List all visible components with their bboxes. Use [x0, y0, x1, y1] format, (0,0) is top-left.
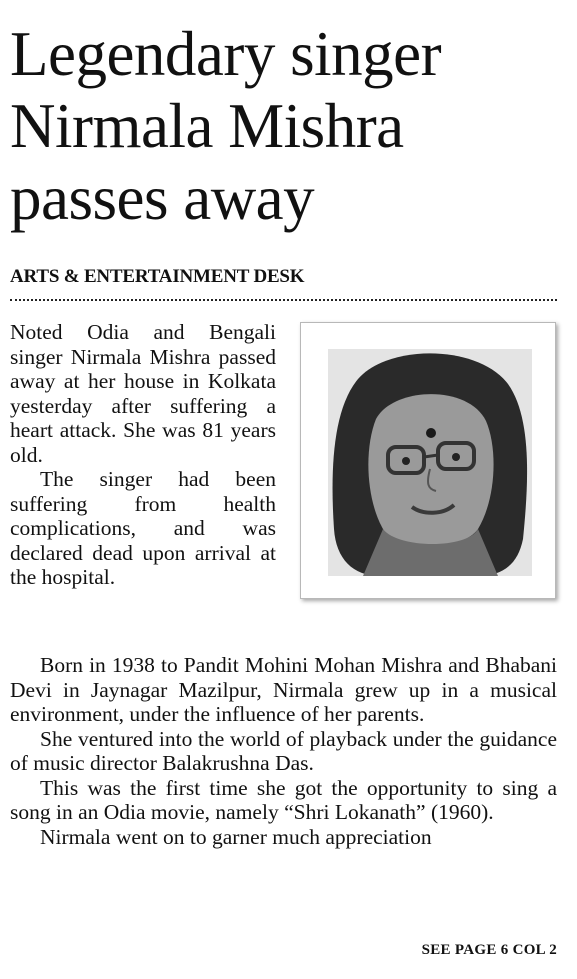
article-body-wide — [10, 653, 557, 849]
desk-byline: ARTS & ENTERTAINMENT DESK — [10, 266, 305, 287]
article-headline — [10, 18, 570, 234]
article-paragraph-1: Noted Odia and Bengali singer Nirmala Mishra passed away at her house in Kolkata yesterday after suffering a heart attack. She was 81 years old. — [10, 320, 276, 467]
portrait-photo-frame — [300, 322, 556, 599]
portrait-photo-icon — [328, 349, 532, 576]
article-paragraph-2: The singer had been suffering from health complications, and was declared dead upon arrival at the hospital. — [10, 467, 276, 589]
headline-line-2: Nirmala Mishra — [10, 91, 404, 161]
headline-line-1: Legendary singer — [10, 19, 442, 89]
article-paragraph-5: This was the first time she got the opportunity to sing a song in an Odia movie, namely “Shri Lokanath” (1960). — [10, 775, 557, 824]
portrait-photo — [328, 349, 532, 576]
continuation-reference: SEE PAGE 6 COL 2 — [421, 942, 557, 958]
article-paragraph-6: Nirmala went on to garner much appreciation — [40, 824, 432, 849]
article-body-narrow — [10, 320, 276, 590]
headline-line-3: passes away — [10, 163, 315, 233]
dotted-divider — [10, 299, 557, 301]
article-paragraph-3: Born in 1938 to Pandit Mohini Mohan Mishra and Bhabani Devi in Jaynagar Mazilpur, Nirmala grew up in a musical environment, under the influence of her parents. — [10, 653, 557, 726]
article-paragraph-4: She ventured into the world of playback under the guidance of music director Balakrushna Das. — [10, 726, 557, 775]
